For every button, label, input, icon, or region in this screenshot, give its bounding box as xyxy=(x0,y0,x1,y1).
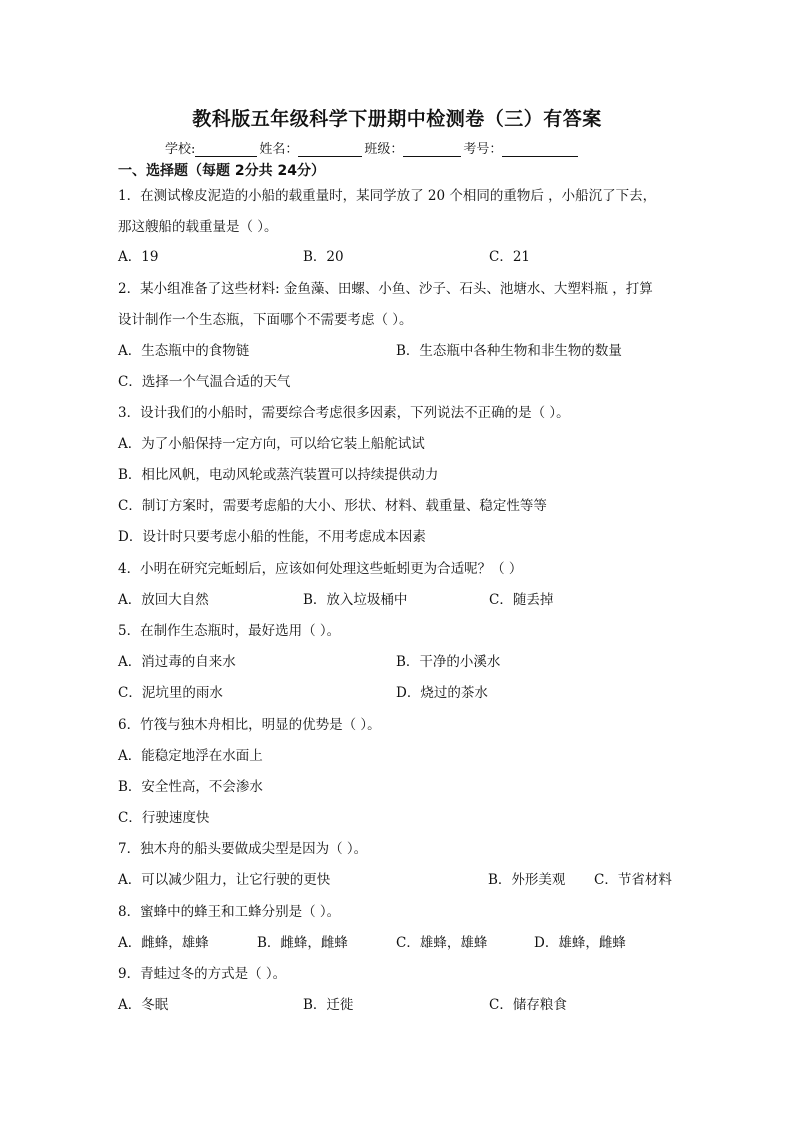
question-7-option-b[interactable]: B．外形美观 xyxy=(488,872,566,888)
question-8-option-a[interactable]: A．雌蜂，雄蜂 xyxy=(118,935,209,951)
question-8-stem: 8．蜜蜂中的蜂王和工蜂分别是（ ）。 xyxy=(118,904,341,920)
question-8-option-d[interactable]: D．雄蜂，雌蜂 xyxy=(534,935,626,951)
question-1-stem-cont: 那这艘船的载重量是（ ）。 xyxy=(118,219,278,235)
question-6-option-c[interactable]: C．行驶速度快 xyxy=(118,810,210,826)
question-3-option-a[interactable]: A．为了小船保持一定方向，可以给它装上船舵试试 xyxy=(118,436,425,452)
school-label: 学校: xyxy=(165,142,196,157)
school-blank[interactable] xyxy=(195,142,257,157)
question-5-stem: 5．在制作生态瓶时，最好选用（ ）。 xyxy=(118,623,341,639)
question-5-option-c[interactable]: C．泥坑里的雨水 xyxy=(118,685,223,701)
question-3-stem: 3．设计我们的小船时，需要综合考虑很多因素，下列说法不正确的是（ ）。 xyxy=(118,405,570,421)
question-2-stem-cont: 设计制作一个生态瓶，下面哪个不需要考虑（ ）。 xyxy=(118,312,413,328)
question-4-stem: 4．小明在研究完蚯蚓后，应该如何处理这些蚯蚓更为合适呢？（ ） xyxy=(118,561,523,577)
question-1-stem: 1．在测试橡皮泥造的小船的载重量时，某同学放了 20 个相同的重物后 ，小船沉了下去， xyxy=(118,188,657,204)
question-2-option-b[interactable]: B．生态瓶中各种生物和非生物的数量 xyxy=(396,343,622,359)
question-5-option-d[interactable]: D．烧过的茶水 xyxy=(396,685,488,701)
question-7-option-c[interactable]: C．节省材料 xyxy=(594,872,672,888)
question-4-option-a[interactable]: A．放回大自然 xyxy=(118,592,209,608)
question-4-option-b[interactable]: B．放入垃圾桶中 xyxy=(303,592,408,608)
question-5-option-b[interactable]: B．干净的小溪水 xyxy=(396,654,501,670)
question-6-stem: 6．竹筏与独木舟相比，明显的优势是（ ）。 xyxy=(118,717,381,733)
question-2-stem: 2．某小组准备了这些材料: 金鱼藻、田螺、小鱼、沙子、石头、池塘水、大塑料瓶 ，打算 xyxy=(118,281,653,297)
question-9-stem: 9．青蛙过冬的方式是（ ）。 xyxy=(118,966,287,982)
class-label: 班级： xyxy=(364,142,404,157)
question-8-option-c[interactable]: C．雄蜂，雄蜂 xyxy=(396,935,488,951)
question-9-option-b[interactable]: B．迁徙 xyxy=(303,997,354,1013)
name-label: 姓名： xyxy=(259,142,299,157)
question-9-option-c[interactable]: C．储存粮食 xyxy=(489,997,567,1013)
question-6-option-b[interactable]: B．安全性高，不会渗水 xyxy=(118,779,263,795)
number-label: 考号： xyxy=(463,142,503,157)
question-7-option-a[interactable]: A．可以减少阻力，让它行驶的更快 xyxy=(118,872,331,888)
question-1-option-c[interactable]: C．21 xyxy=(489,249,531,265)
section-heading: 一、选择题（每题 2分共 24分） xyxy=(118,163,325,179)
question-4-option-c[interactable]: C．随丢掉 xyxy=(489,592,554,608)
page-title: 教科版五年级科学下册期中检测卷（三）有答案 xyxy=(192,108,602,130)
question-8-option-b[interactable]: B．雌蜂，雌蜂 xyxy=(257,935,348,951)
question-5-option-a[interactable]: A．消过毒的自来水 xyxy=(118,654,236,670)
question-2-option-c[interactable]: C．选择一个气温合适的天气 xyxy=(118,374,291,390)
question-3-option-c[interactable]: C．制订方案时，需要考虑船的大小、形状、材料、载重量、稳定性等等 xyxy=(118,498,547,514)
question-3-option-d[interactable]: D．设计时只要考虑小船的性能，不用考虑成本因素 xyxy=(118,529,426,545)
question-6-option-a[interactable]: A．能稳定地浮在水面上 xyxy=(118,748,263,764)
question-3-option-b[interactable]: B．相比风帆，电动风轮或蒸汽装置可以持续提供动力 xyxy=(118,467,439,483)
question-1-option-b[interactable]: B．20 xyxy=(303,249,344,265)
question-1-option-a[interactable]: A．19 xyxy=(118,249,159,265)
question-9-option-a[interactable]: A．冬眠 xyxy=(118,997,169,1013)
name-blank[interactable] xyxy=(298,142,362,157)
class-blank[interactable] xyxy=(403,142,461,157)
student-info-row xyxy=(165,138,580,157)
question-7-stem: 7．独木舟的船头要做成尖型是因为（ ）。 xyxy=(118,841,368,857)
number-blank[interactable] xyxy=(502,142,578,157)
question-2-option-a[interactable]: A．生态瓶中的食物链 xyxy=(118,343,250,359)
